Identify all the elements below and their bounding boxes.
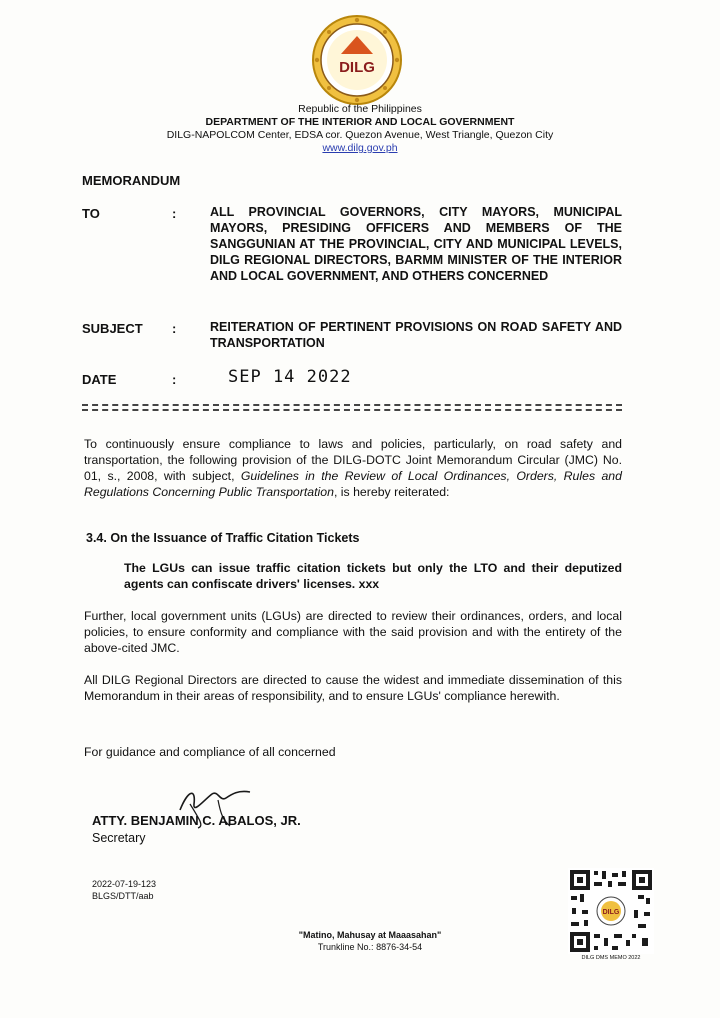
qr-caption: DILG DMS MEMO 2022 — [581, 955, 641, 961]
date-label: DATE — [82, 372, 117, 387]
qr-code — [568, 868, 654, 954]
header-divider — [82, 404, 622, 406]
to-label: TO — [82, 206, 100, 221]
dissemination-paragraph: All DILG Regional Directors are directed to cause the widest and immediate dissemination of this Memorandum in their areas of responsibility, and to ensure LGUs' compliance herewith. — [84, 673, 622, 703]
subject-colon: : — [172, 321, 177, 336]
to-colon: : — [172, 206, 177, 221]
quoted-provision: The LGUs can issue traffic citation tickets but only the LTO and their deputized agents can confiscate drivers' licenses. xxx — [124, 561, 622, 591]
intro-paragraph — [84, 436, 622, 500]
to-recipients: ALL PROVINCIAL GOVERNORS, CITY MAYORS, MUNICIPAL MAYORS, PRESIDING OFFICERS AND MEMBERS OF THE SANGGUNIAN AT THE PROVINCIAL, CITY AND MUNICIPAL LEVELS, DILG REGIONAL DIRECTORS, BARMM MINISTER OF THE INTERIOR AND LOCAL GOVERNMENT, AND OTHERS CONCERNED — [210, 205, 622, 283]
dilg-seal-logo — [311, 14, 403, 106]
date-colon: : — [172, 372, 177, 387]
reference-code: BLGS/DTT/aab — [92, 891, 154, 901]
header-divider-second — [82, 409, 622, 411]
subject-text: REITERATION OF PERTINENT PROVISIONS ON ROAD SAFETY AND TRANSPORTATION — [210, 320, 622, 350]
memo-title: MEMORANDUM — [82, 173, 181, 188]
signatory-position: Secretary — [92, 831, 146, 845]
subject-label: SUBJECT — [82, 321, 143, 336]
website-link[interactable]: www.dilg.gov.ph — [322, 142, 398, 154]
section-heading: 3.4. On the Issuance of Traffic Citation Tickets — [86, 531, 360, 545]
intro-italic-title: Guidelines in the Review of Local Ordinances, Orders, Rules and Regulations Concerning Public Transportation — [84, 469, 622, 499]
intro-text-end: , is hereby reiterated: — [333, 485, 450, 499]
directive-paragraph: Further, local government units (LGUs) are directed to review their ordinances, orders, and local policies, to ensure conformity and compliance with the said provision and with the entirety of the above-cited JMC. — [84, 609, 622, 655]
trunkline: Trunkline No.: 8876-34-54 — [317, 942, 423, 952]
department-name: DEPARTMENT OF THE INTERIOR AND LOCAL GOVERNMENT — [205, 116, 515, 128]
republic-line: Republic of the Philippines — [298, 103, 422, 115]
qr-seal-text: DILG — [602, 909, 620, 916]
seal-text: DILG — [339, 59, 375, 76]
department-address: DILG-NAPOLCOM Center, EDSA cor. Quezon Avenue, West Triangle, Quezon City — [166, 129, 554, 141]
intro-text: To continuously ensure compliance to laws and policies, particularly, on road safety and transportation, the following provision of the DILG-DOTC Joint Memorandum Circular (JMC) No. 01, s., 2008, with subject, — [84, 437, 622, 483]
motto: "Matino, Mahusay at Maaasahan" — [298, 930, 442, 940]
closing-line: For guidance and compliance of all concerned — [84, 745, 336, 759]
date-stamp: SEP 14 2022 — [228, 367, 352, 387]
signatory-name: ATTY. BENJAMIN C. ABALOS, JR. — [92, 813, 301, 828]
reference-number: 2022-07-19-123 — [92, 879, 157, 889]
